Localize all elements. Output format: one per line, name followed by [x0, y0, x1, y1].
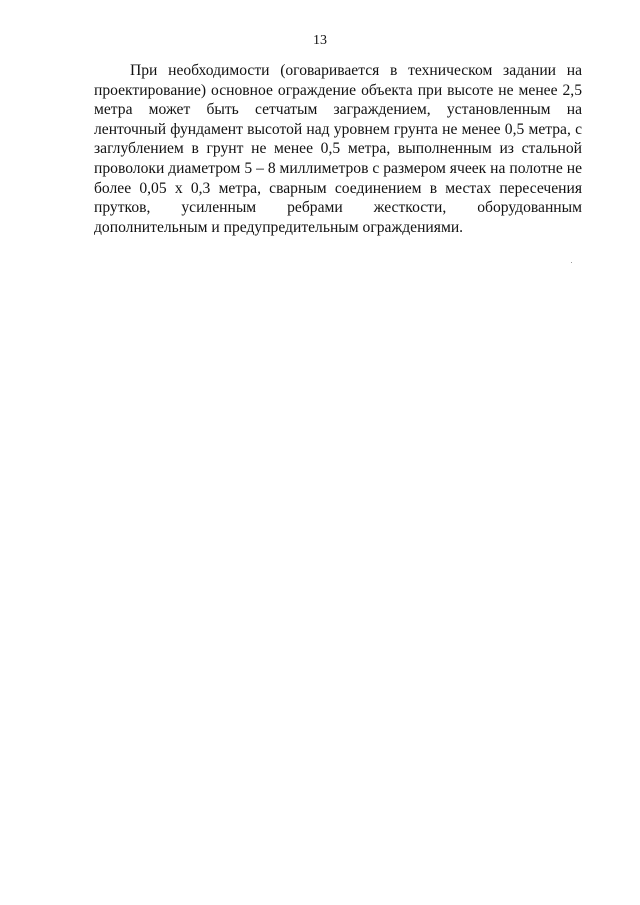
scan-speck: [571, 262, 572, 263]
page-number: 13: [313, 33, 327, 48]
body-paragraph: При необходимости (оговаривается в техническом задании на проектирование) основное ограждение объекта при высоте не менее 2,5 метра может быть сетчатым заграждением, установленным на ленточный фундамент высотой над уровнем грунта не менее 0,5 метра, с заглублением в грунт не менее 0,5 метра, выполненным из стальной проволоки диаметром 5 – 8 миллиметров с размером ячеек на полотне не более 0,05 х 0,3 метра, сварным соединением в местах пересечения прутков, усиленным ребрами жесткости, оборудованным дополнительным и предупредительным ограждениями.: [94, 62, 582, 236]
